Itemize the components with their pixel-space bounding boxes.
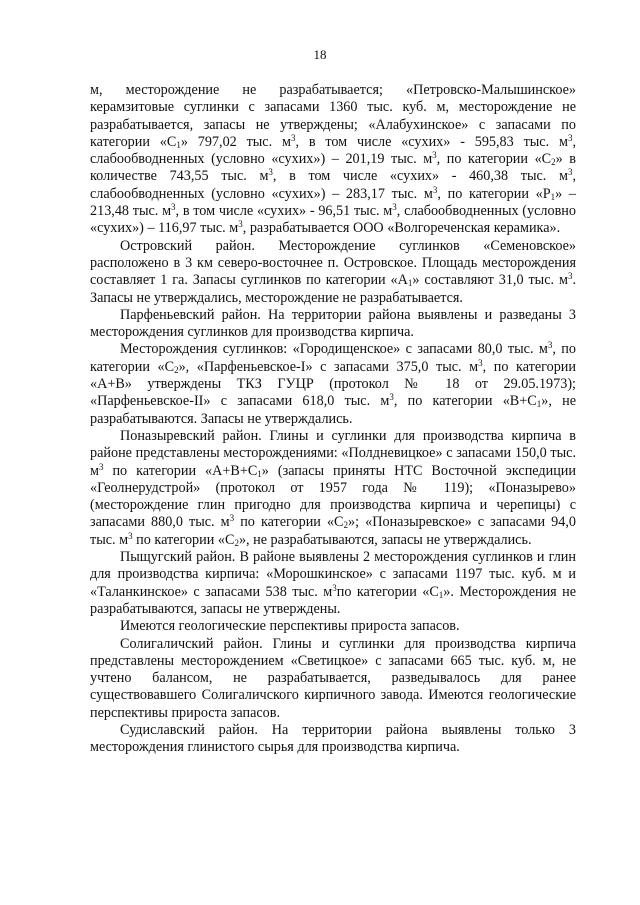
paragraph: Имеются геологические перспективы прироста запасов.	[120, 618, 460, 635]
paragraph: Солигаличский район. Глины и суглинки для производства кирпича представлены месторождением «Светицкое» с запасами 665 тыс. куб. м, не учтено балансом, не разрабатывается, разведывалось для ранее существовавшего Солигаличского кирпичного завода. Имеются геологические перспективы прироста запасов.	[90, 635, 576, 721]
paragraph: Месторождения суглинков: «Городищенское» с запасами 80,0 тыс. $м^3$, по категории «$С_2$», «Парфеньевское-I» с запасами 375,0 тыс. $м^3$, по категории «А+В» утверждены ТКЗ ГУЦР (протокол № 18 от 29.05.1973); «Парфеньевское-II» с запасами 618,0 тыс. $м^3$, по категории «$В+С_1$», не разрабатываются. Запасы не утверждались.	[90, 340, 577, 427]
paragraph: Судиславский район. На территории района выявлены только 3 месторождения глинистого сырья для производства кирпича.	[90, 721, 576, 756]
page-number: 18	[313, 47, 327, 62]
paragraph: Поназыревский район. Глины и суглинки для производства кирпича в районе представлены месторождениями: «Полдневицкое» с запасами 150,0 тыс. $м^3$ по категории «$А+В+С_1$» (запасы приняты НТС Восточной экспедиции «Геолнерудстрой» (протокол от 1957 года № 119); «Поназырево» (месторождение глин пригодно для производства кирпича и черепицы) с запасами 880,0 тыс. $м^3$ по категории «$С_2$»; «Поназыревское» с запасами 94,0 тыс. $м^3$ по категории «$С_2$», не разрабатываются, запасы не утверждались.	[90, 427, 577, 548]
paragraph: м, месторождение не разрабатывается; «Петровско-Малышинское» керамзитовые суглинки с запасами 1360 тыс. куб. м, месторождение не разрабатывается, запасы не утверждены; «Алабухинское» с запасами по категории «$С_1$» 797,02 тыс. $м^3$, в том числе «сухих» - 595,83 тыс. $м^3$, слабообводненных (условно «сухих») – 201,19 тыс. $м^3$, по категории «$С_2$» в количестве 743,55 тыс. $м^3$, в том числе «сухих» - 460,38 тыс. $м^3$, слабообводненных (условно «сухих») – 283,17 тыс. $м^3$, по категории «$Р_1$» – 213,48 тыс. $м^3$, в том числе «сухих» - 96,51 тыс. $м^3$, слабообводненных (условно «сухих») – 116,97 тыс. $м^3$, разрабатывается ООО «Волгореченская керамика».	[90, 82, 576, 237]
paragraph: Пыщугский район. В районе выявлены 2 месторождения суглинков и глин для производства кирпича: «Морошкинское» с запасами 1197 тыс. куб. м и «Таланкинское» с запасами 538 тыс. $м^3по$ категории «$С_1$». Месторождения не разрабатываются, запасы не утверждены.	[90, 549, 577, 617]
document-body	[90, 82, 576, 757]
paragraph: Островский район. Месторождение суглинков «Семеновское» расположено в 3 км северо-восточнее п. Островское. Площадь месторождения составляет 1 га. Запасы суглинков по категории «$А_1$» составляют 31,0 тыс. $м^3$. Запасы не утверждались, месторождение не разрабатывается.	[90, 237, 576, 306]
paragraph: Парфеньевский район. На территории района выявлены и разведаны 3 месторождения суглинков для производства кирпича.	[90, 306, 576, 341]
